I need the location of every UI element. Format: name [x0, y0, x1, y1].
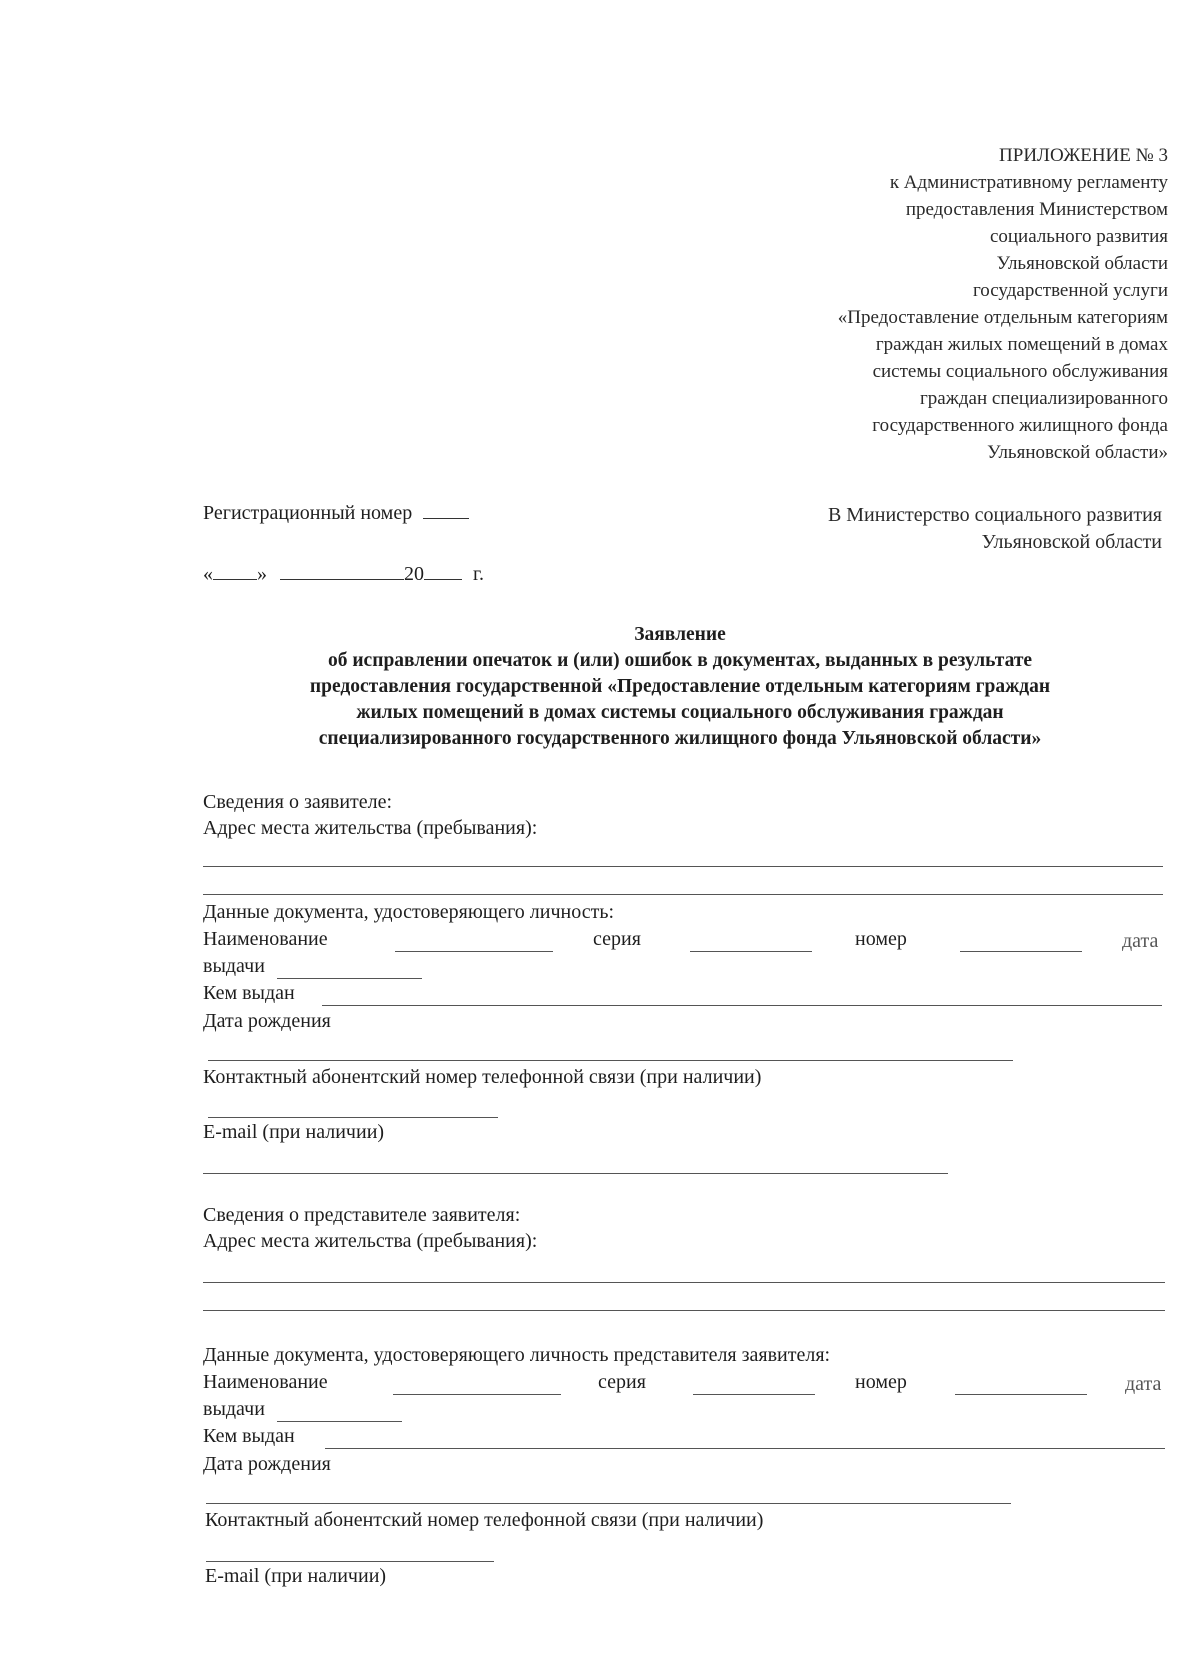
appendix-line: «Предоставление отдельным категориям: [837, 307, 1168, 328]
applicant-birth-label: Дата рождения: [203, 1010, 331, 1032]
representative-birth-label: Дата рождения: [203, 1453, 331, 1475]
addressee-block: [828, 502, 1162, 556]
statement-subtitle-line: специализированного государственного жилищного фонда Ульяновской области»: [318, 728, 1042, 749]
representative-issued-by-field[interactable]: [325, 1448, 1165, 1449]
applicant-number-field[interactable]: [960, 951, 1082, 952]
applicant-address-label: Адрес места жительства (пребывания):: [203, 817, 538, 839]
representative-email-label: E-mail (при наличии): [205, 1565, 387, 1587]
representative-phone-label: Контактный абонентский номер телефонной связи (при наличии): [205, 1509, 764, 1531]
applicant-issued-by-field[interactable]: [322, 1005, 1162, 1006]
open-quote: «: [203, 563, 213, 585]
appendix-line: социального развития: [989, 226, 1168, 247]
representative-date-label: дата: [1125, 1373, 1162, 1395]
appendix-line: Ульяновской области: [996, 253, 1168, 274]
applicant-doc-name-label: Наименование: [203, 928, 328, 950]
appendix-line: граждан специализированного: [920, 388, 1168, 409]
representative-series-label: серия: [598, 1371, 646, 1393]
applicant-address-field-2[interactable]: [203, 894, 1163, 895]
registration-number-label: Регистрационный номер: [203, 502, 413, 524]
representative-issued-label: выдачи: [203, 1398, 265, 1420]
applicant-id-doc-label: Данные документа, удостоверяющего личность:: [203, 901, 615, 923]
day-field[interactable]: [213, 561, 257, 580]
appendix-line: государственной услуги: [972, 280, 1168, 301]
addressee-line: Ульяновской области: [981, 531, 1162, 553]
representative-doc-name-label: Наименование: [203, 1371, 328, 1393]
month-field[interactable]: [280, 561, 404, 580]
year-field[interactable]: [424, 561, 462, 580]
appendix-line: ПРИЛОЖЕНИЕ № 3: [999, 145, 1168, 166]
appendix-line: к Административному регламенту: [889, 172, 1168, 193]
applicant-email-label: E-mail (при наличии): [203, 1121, 385, 1143]
representative-series-field[interactable]: [693, 1394, 815, 1395]
year-prefix: 20: [404, 563, 424, 585]
representative-phone-field[interactable]: [206, 1561, 494, 1562]
applicant-birth-field[interactable]: [208, 1060, 1013, 1061]
applicant-issue-date-field[interactable]: [277, 978, 422, 979]
applicant-issued-label: выдачи: [203, 955, 265, 977]
applicant-address-field-1[interactable]: [203, 866, 1163, 867]
year-suffix: г.: [473, 563, 484, 585]
representative-issued-by-label: Кем выдан: [203, 1425, 295, 1447]
appendix-line: государственного жилищного фонда: [872, 415, 1168, 436]
applicant-issued-by-label: Кем выдан: [203, 982, 295, 1004]
statement-title: Заявление: [634, 624, 726, 645]
appendix-line: граждан жилых помещений в домах: [875, 334, 1168, 355]
registration-number-field[interactable]: [423, 500, 469, 519]
representative-address-label: Адрес места жительства (пребывания):: [203, 1230, 538, 1252]
representative-number-label: номер: [855, 1371, 907, 1393]
representative-id-doc-label: Данные документа, удостоверяющего личность представителя заявителя:: [203, 1344, 831, 1366]
statement-subtitle-line: жилых помещений в домах системы социального обслуживания граждан: [356, 702, 1004, 723]
representative-issue-date-field[interactable]: [277, 1421, 402, 1422]
appendix-line: системы социального обслуживания: [872, 361, 1168, 382]
representative-heading: Сведения о представителе заявителя:: [203, 1204, 521, 1226]
registration-date-row: [203, 561, 484, 586]
statement-heading: [200, 622, 1160, 752]
representative-birth-field[interactable]: [206, 1503, 1011, 1504]
statement-subtitle-line: об исправлении опечаток и (или) ошибок в документах, выданных в результате: [327, 650, 1033, 671]
addressee-line: В Министерство социального развития: [827, 504, 1162, 526]
applicant-phone-label: Контактный абонентский номер телефонной связи (при наличии): [203, 1066, 762, 1088]
registration-number-row: [203, 500, 469, 525]
applicant-heading: Сведения о заявителе:: [203, 791, 393, 813]
applicant-number-label: номер: [855, 928, 907, 950]
appendix-header: [838, 142, 1168, 466]
applicant-email-field[interactable]: [203, 1173, 948, 1174]
applicant-doc-name-field[interactable]: [395, 951, 553, 952]
representative-number-field[interactable]: [955, 1394, 1087, 1395]
appendix-line: предоставления Министерством: [905, 199, 1168, 220]
statement-subtitle-line: предоставления государственной «Предоставление отдельным категориям граждан: [309, 676, 1051, 697]
applicant-series-label: серия: [593, 928, 641, 950]
applicant-date-label: дата: [1122, 930, 1159, 952]
close-quote: »: [257, 563, 267, 585]
appendix-line: Ульяновской области»: [987, 442, 1168, 463]
representative-address-field-2[interactable]: [203, 1310, 1165, 1311]
applicant-phone-field[interactable]: [208, 1117, 498, 1118]
representative-address-field-1[interactable]: [203, 1282, 1165, 1283]
applicant-series-field[interactable]: [690, 951, 812, 952]
representative-doc-name-field[interactable]: [393, 1394, 561, 1395]
